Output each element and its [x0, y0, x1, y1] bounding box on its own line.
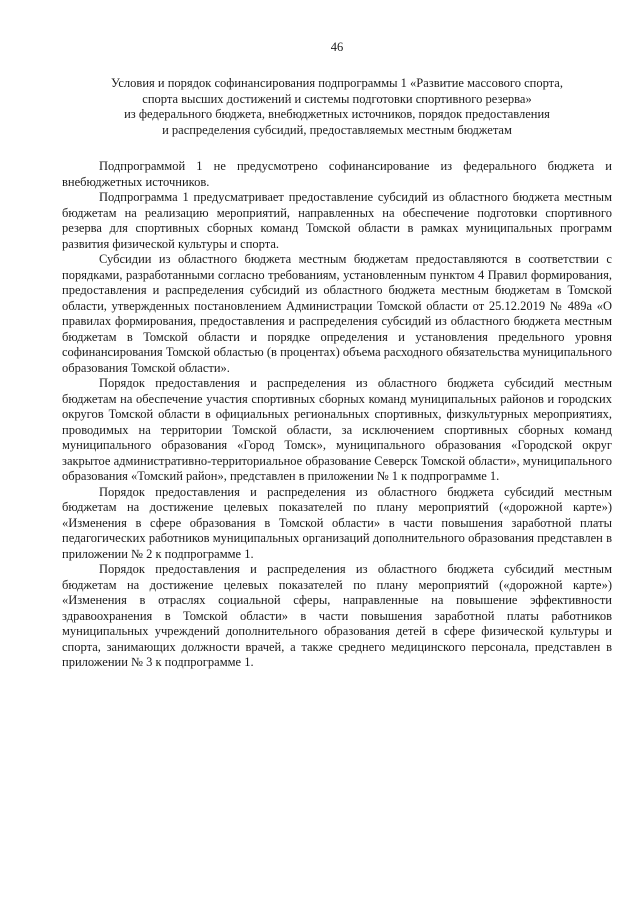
paragraph-3: Субсидии из областного бюджета местным бюджетам предоставляются в соответствии с порядками, разработанными согласно требованиям, установленным пунктом 4 Правил формирования, предоставления и распределения субсидий из областного бюджета местным бюджетам в Томской области, утвержденных постановлением Администрации Томской области от 25.12.2019 № 489а «О правилах формирования, предоставления и распределения субсидий из областного бюджета местным бюджетам в Томской области и порядке определения и установления предельного уровня софинансирования Томской областью (в процентах) объема расходного обязательства муниципального образования Томской области». [62, 252, 612, 375]
page-number: 46 [330, 40, 344, 54]
paragraph-1: Подпрограммой 1 не предусмотрено софинансирование из федерального бюджета и внебюджетных источников. [62, 159, 612, 189]
title-line-4: и распределения субсидий, предоставляемых местным бюджетам [162, 122, 512, 137]
body-text [62, 159, 612, 671]
section-title [62, 76, 612, 138]
paragraph-6: Порядок предоставления и распределения из областного бюджета субсидий местным бюджетам на достижение целевых показателей по плану мероприятий («дорожной карте») «Изменения в отраслях социальной сферы, направленные на повышение эффективности здравоохранения в Томской области» в части повышения заработной платы работников муниципальных учреждений дополнительного образования детей в сфере физической культуры и спорта, занимающих должности врачей, а также среднего медицинского персонала, представлен в приложении № 3 к подпрограмме 1. [62, 562, 612, 669]
paragraph-2: Подпрограмма 1 предусматривает предоставление субсидий из областного бюджета местным бюджетам на реализацию мероприятий, направленных на обеспечение подготовки спортивного резерва для спортивных сборных команд Томской области в рамках муниципальных программ развития физической культуры и спорта. [62, 190, 612, 251]
paragraph-5: Порядок предоставления и распределения из областного бюджета субсидий местным бюджетам на достижение целевых показателей по плану мероприятий («дорожной карте») «Изменения в сфере образования в Томской области» в части повышения заработной платы педагогических работников муниципальных организаций дополнительного образования представлен в приложении № 2 к подпрограмме 1. [62, 484, 612, 561]
title-line-3: из федерального бюджета, внебюджетных источников, порядок предоставления [124, 107, 550, 121]
paragraph-4: Порядок предоставления и распределения из областного бюджета субсидий местным бюджетам на обеспечение участия спортивных сборных команд муниципальных районов и городских округов Томской области в официальных региональных спортивных, физкультурных мероприятиях, проводимых на территории Томской области, за исключением спортивных сборных команд муниципального образования «Город Томск», муниципального образования «Городской округ закрытое административно-территориальное образование Северск Томской области», муниципального образования «Томский район», представлен в приложении № 1 к подпрограмме 1. [62, 376, 612, 483]
title-line-2: спорта высших достижений и системы подготовки спортивного резерва» [142, 91, 532, 106]
title-line-1: Условия и порядок софинансирования подпрограммы 1 «Развитие массового спорта, [111, 76, 563, 90]
